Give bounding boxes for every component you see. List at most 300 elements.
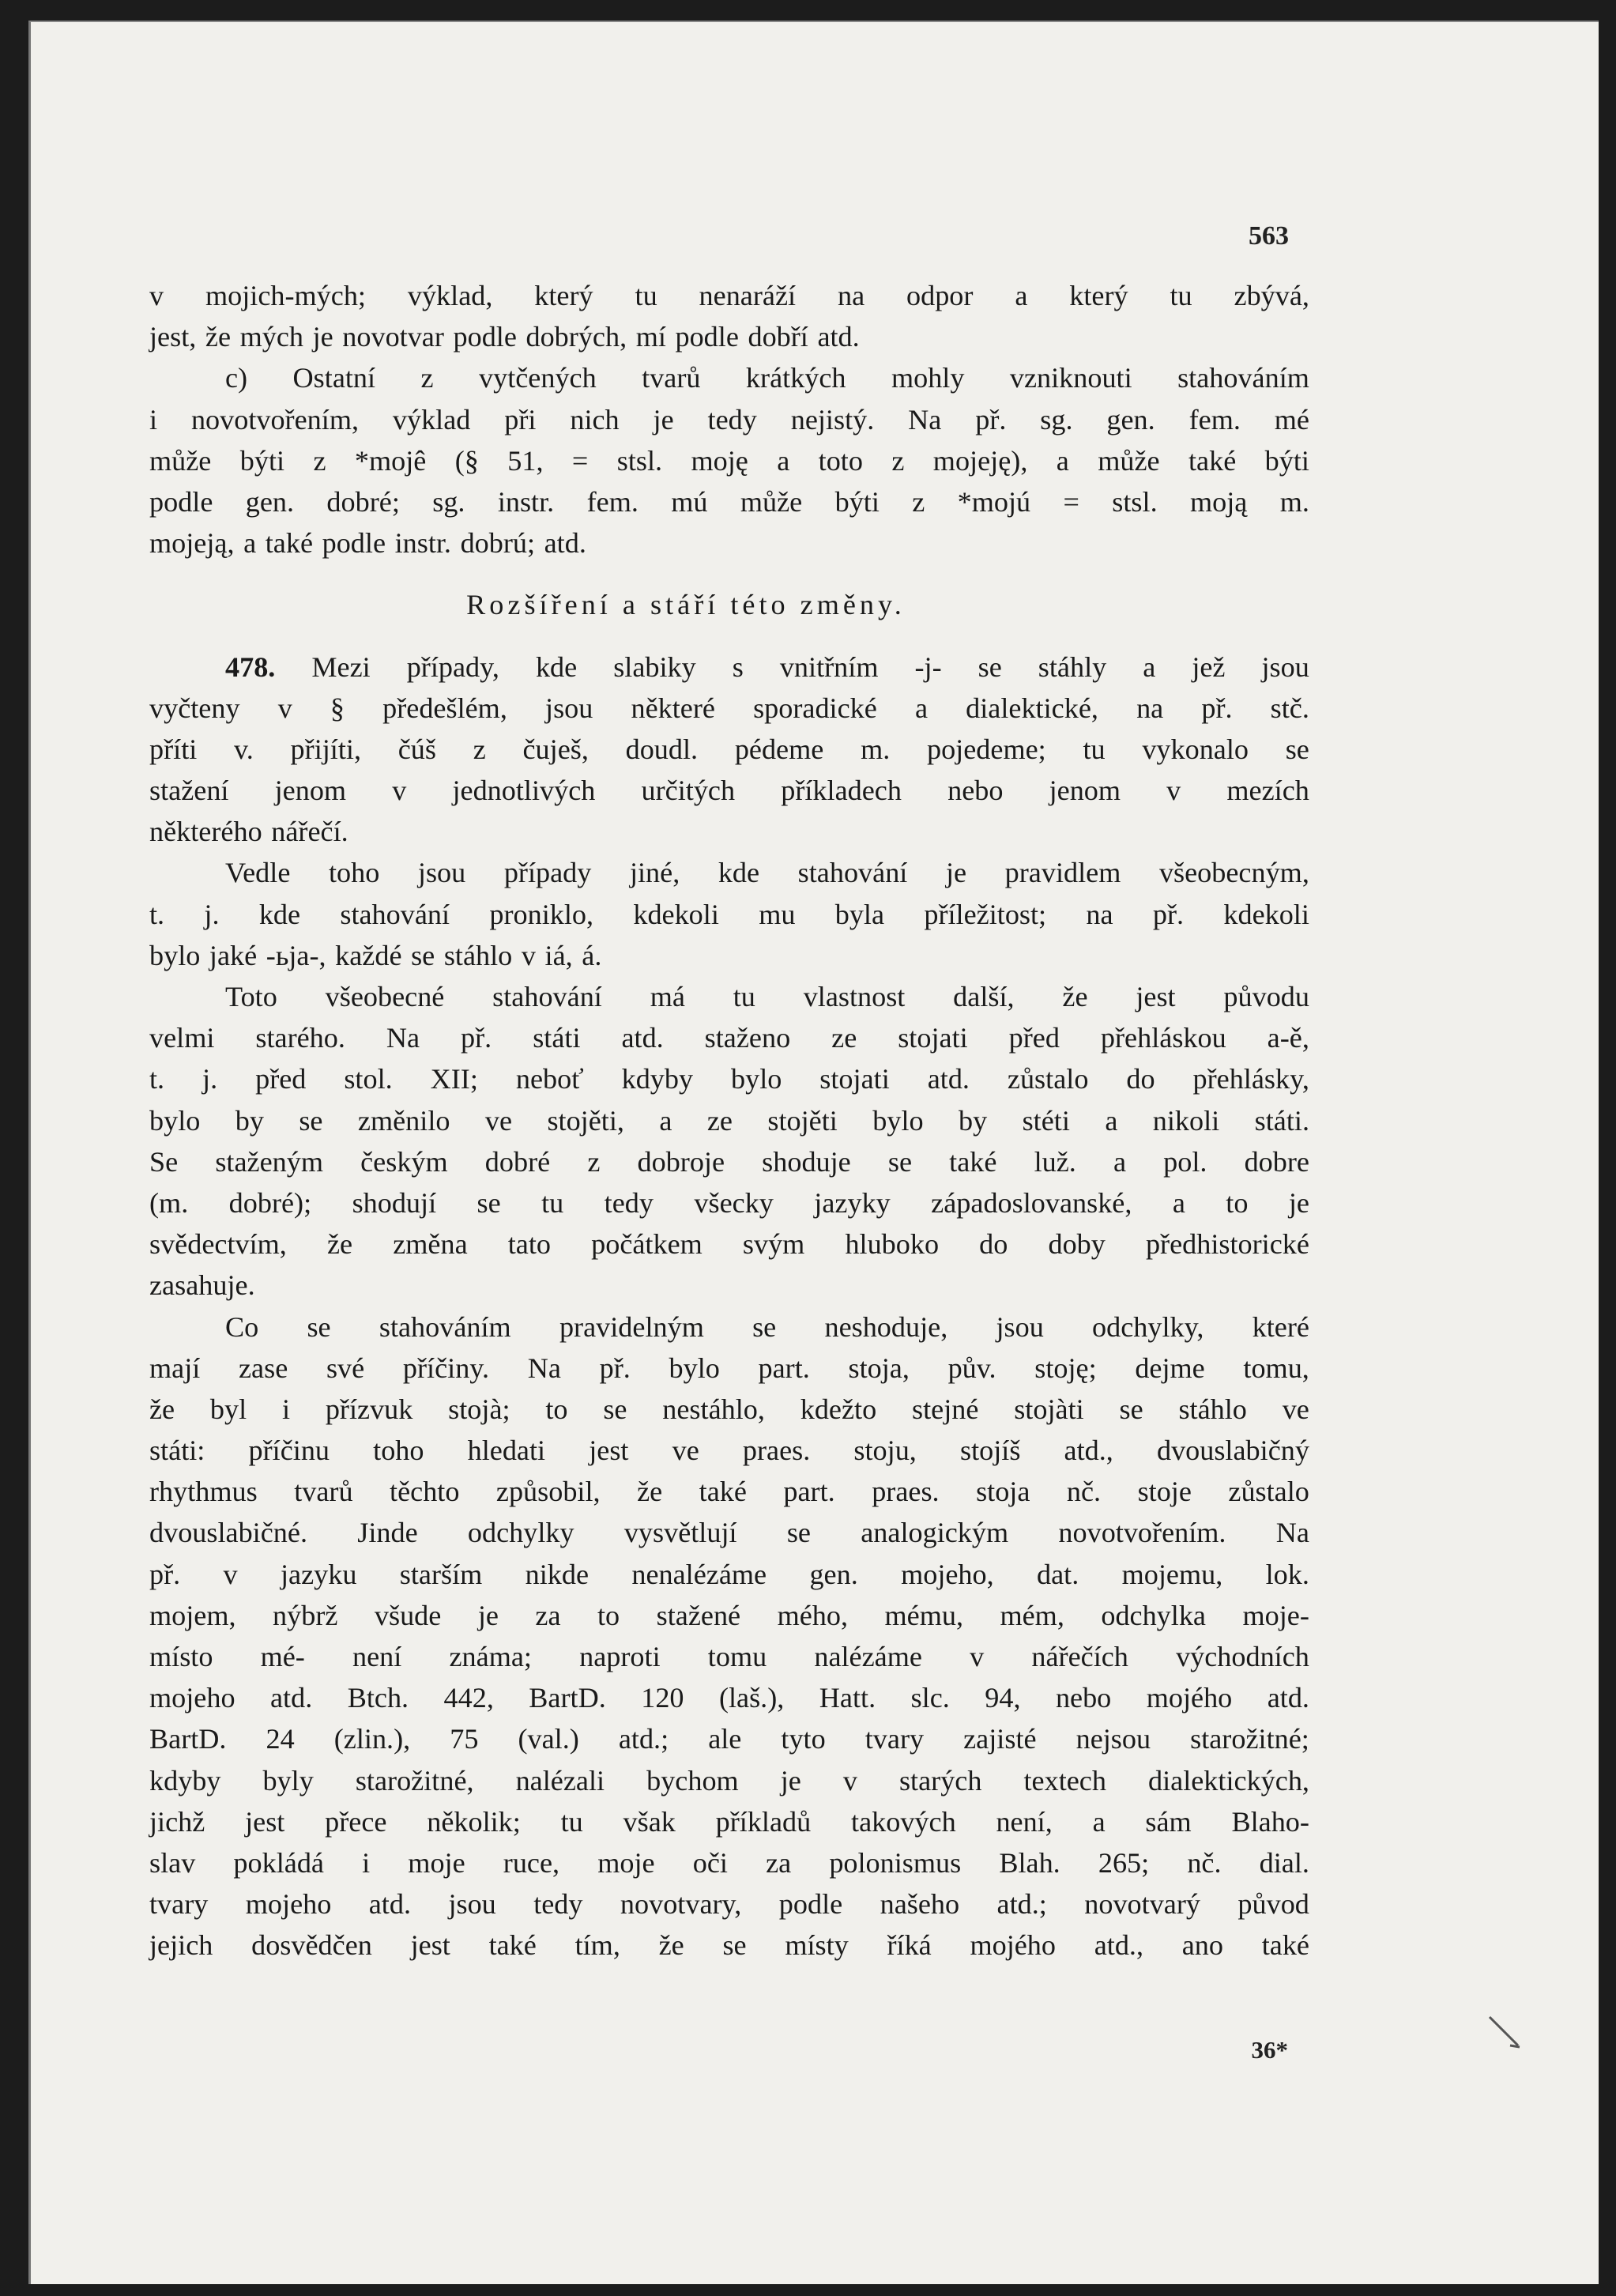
word: nebo (947, 775, 1004, 807)
word: kdyby (149, 1764, 221, 1796)
word: příčiny. (402, 1352, 490, 1384)
word: stáhlo (1178, 1393, 1247, 1425)
word: (zlin.), (333, 1723, 411, 1755)
word: na (837, 280, 865, 311)
word: v (223, 1558, 238, 1590)
word: mojeję), (932, 444, 1028, 477)
word: novotvořením. (1058, 1517, 1226, 1549)
word: tu (1083, 733, 1106, 765)
text-line (149, 1017, 1309, 1058)
word: vysvětlují (623, 1517, 737, 1549)
word: mojeją, (149, 527, 235, 560)
word: př. (461, 1022, 492, 1054)
word: z (473, 733, 486, 765)
word: stahování (492, 981, 602, 1012)
word: Blah. (999, 1846, 1060, 1879)
word: Na (1275, 1517, 1309, 1549)
text-line (149, 440, 1309, 481)
word: mých (239, 321, 303, 353)
text-line (149, 1718, 1309, 1759)
word: atd. (544, 527, 586, 560)
text-line (149, 1801, 1309, 1842)
text-line (149, 1471, 1309, 1512)
word: jednotlivých (452, 775, 596, 807)
word: sám (1145, 1805, 1192, 1838)
word: jež (1192, 650, 1226, 683)
word: také (1261, 1929, 1309, 1962)
word: bylo (872, 1104, 924, 1137)
word: dvouslabičný (1156, 1435, 1309, 1467)
word: stažení (149, 775, 229, 807)
word: původu (1223, 981, 1309, 1012)
word: oči (692, 1846, 728, 1879)
word: je (780, 1764, 801, 1796)
word: nestáhlo, (662, 1393, 765, 1425)
word: na (1086, 898, 1113, 930)
word: sporadické (753, 692, 877, 724)
word: se (307, 1310, 331, 1343)
text-line (149, 357, 1309, 398)
word: BartD. (529, 1682, 606, 1714)
word: jest (245, 1805, 285, 1838)
word: pokládá (233, 1846, 324, 1879)
word: z (587, 1145, 601, 1178)
word: jsou (417, 857, 466, 889)
word: novotvar (342, 321, 444, 353)
word: Vedle (225, 857, 291, 889)
word: všecky (694, 1186, 774, 1219)
word: gen. (245, 485, 295, 518)
word: se (477, 1186, 501, 1219)
word: atd.; (996, 1888, 1047, 1921)
word: stojati (819, 1063, 890, 1095)
word: stejné (912, 1393, 979, 1425)
word: bylo (149, 939, 201, 971)
word: zasahuje. (149, 1269, 255, 1302)
word: přehláskou (1100, 1022, 1226, 1054)
word: mého, (777, 1599, 849, 1631)
word: přízvuk (325, 1393, 413, 1425)
word: a (777, 444, 790, 477)
word: ze (831, 1022, 857, 1054)
word: jsou (545, 692, 593, 724)
word: za (766, 1846, 792, 1879)
word: odchylky, (1092, 1310, 1204, 1343)
word: při (504, 403, 537, 435)
word: moję (691, 444, 748, 477)
word: (laš.), (718, 1682, 785, 1714)
word: dobré (484, 1145, 551, 1178)
word: hledati (467, 1435, 546, 1467)
word: XII; (430, 1063, 478, 1095)
word: kde (258, 898, 301, 930)
word: tu (560, 1805, 583, 1838)
word: stahováním (379, 1310, 511, 1343)
word: byla (834, 898, 885, 930)
text-line (149, 1348, 1309, 1389)
word: počátkem (591, 1228, 703, 1261)
word: býti (834, 485, 880, 518)
word: své (326, 1352, 365, 1384)
word: atd. (817, 321, 860, 353)
word: tedy (707, 403, 757, 435)
word: mohly (891, 362, 965, 394)
word: zůstalo (1007, 1063, 1089, 1095)
word: do (1126, 1063, 1155, 1095)
word: 24 (266, 1723, 295, 1755)
text-line (149, 811, 1309, 852)
text-line (149, 1636, 1309, 1677)
text-line (149, 1512, 1309, 1553)
word: gen. (809, 1558, 858, 1590)
word: jiné, (629, 857, 680, 889)
word: tu (635, 280, 657, 311)
word: sg. (1040, 403, 1073, 435)
word: původ (1237, 1888, 1309, 1921)
text-line (149, 1430, 1309, 1471)
word: doudl. (625, 733, 699, 765)
word: v (521, 939, 536, 971)
text-line (149, 316, 1309, 357)
word: a (1113, 1145, 1127, 1178)
word: státi (533, 1022, 581, 1054)
word: státi: (149, 1435, 205, 1467)
word: mojeho (149, 1682, 235, 1714)
word: slc. (910, 1682, 950, 1714)
text-line (149, 275, 1309, 316)
word: všeobecné (325, 981, 445, 1012)
word: mému, (884, 1599, 963, 1631)
word: tomu, (1243, 1352, 1309, 1384)
word: toho (373, 1435, 424, 1467)
word: odchylka (1101, 1599, 1206, 1631)
word: př. (149, 1558, 181, 1590)
word: stč. (1270, 692, 1309, 724)
text-line (149, 1760, 1309, 1801)
word: odchylky (467, 1517, 574, 1549)
word: s (732, 650, 744, 683)
word: takových (851, 1805, 956, 1838)
word: nářečí. (271, 816, 348, 848)
word: jsou (1261, 650, 1309, 683)
word: mojich-mých; (205, 280, 366, 311)
word: jenom (1049, 775, 1121, 807)
word: stoja, (848, 1352, 910, 1384)
word: -j- (914, 650, 942, 683)
word: naproti (579, 1641, 661, 1672)
word: změnilo (357, 1104, 450, 1137)
word: stoje (1137, 1476, 1192, 1508)
word: moje- (1242, 1599, 1309, 1631)
word: neshoduje, (824, 1310, 948, 1343)
word: pravidlem (1004, 857, 1121, 889)
word: atd. (269, 1682, 313, 1714)
word: před (255, 1063, 307, 1095)
word: novotvary, (620, 1888, 742, 1921)
word: že (658, 1929, 684, 1962)
word: také (265, 527, 314, 560)
word: dobrých, (525, 321, 627, 353)
word: krátkých (745, 362, 846, 394)
text-line (149, 1925, 1309, 1966)
word: nýbrž (273, 1599, 338, 1631)
word: 75 (450, 1723, 479, 1755)
word: vnitřním (779, 650, 879, 683)
word: dobrú; (460, 527, 536, 560)
text-line (149, 1265, 1309, 1306)
word: za (535, 1599, 561, 1631)
word: jest (1136, 981, 1176, 1012)
word: tvarů (642, 362, 701, 394)
text-line (149, 935, 1309, 976)
word: příležitost; (924, 898, 1047, 930)
word: staženým (215, 1145, 323, 1178)
word: instr. (497, 485, 555, 518)
word: rhythmus (149, 1476, 258, 1508)
word: atd. (368, 1888, 412, 1921)
word: proniklo, (489, 898, 594, 930)
word: dvouslabičné. (149, 1517, 307, 1549)
word: a (659, 1104, 672, 1137)
word: jest (589, 1435, 629, 1467)
word: v (277, 692, 292, 724)
word: vlastnost (803, 981, 906, 1012)
word: se (722, 1929, 747, 1962)
word: mí (635, 321, 666, 353)
word: praes. (742, 1435, 811, 1467)
word: několik; (427, 1805, 521, 1838)
word: má (650, 981, 685, 1012)
word: západoslovanské, (931, 1186, 1132, 1219)
word: stojà; (448, 1393, 510, 1425)
word: jest (410, 1929, 450, 1962)
word: dobré); (228, 1186, 312, 1219)
word: lok. (1265, 1558, 1309, 1590)
word: a (1172, 1186, 1185, 1219)
word: = (1063, 485, 1079, 518)
word: může (1098, 444, 1160, 477)
word: 265; (1098, 1846, 1150, 1879)
word: stojěti (767, 1104, 838, 1137)
word: tato (507, 1228, 552, 1261)
word: mú (671, 485, 708, 518)
word: Jinde (357, 1517, 418, 1549)
word: určitých (641, 775, 736, 807)
word: j. (204, 898, 220, 930)
word: tyto (781, 1723, 826, 1755)
word: *mojú (957, 485, 1031, 518)
word: kdekoli (1223, 898, 1309, 930)
word: stéti (1022, 1104, 1070, 1137)
word: shodují (352, 1186, 437, 1219)
word: stahování (797, 857, 908, 889)
word: stáhly (1038, 650, 1107, 683)
word: stoju, (853, 1435, 917, 1467)
word: nikde (525, 1558, 590, 1590)
word: do (979, 1228, 1008, 1261)
word: změna (393, 1228, 468, 1261)
text-line (149, 481, 1309, 522)
word: ve (1282, 1393, 1309, 1425)
word: z (912, 485, 925, 518)
word: kde (718, 857, 760, 889)
word: v (1166, 775, 1181, 807)
word: a (1015, 280, 1028, 311)
signature-mark: 36* (1251, 2036, 1288, 2064)
word: mojemu, (1121, 1558, 1223, 1590)
word: -ьja-, (266, 939, 326, 971)
word: nebo (1055, 1682, 1112, 1714)
word: nč. (1187, 1846, 1222, 1879)
text-line (149, 1058, 1309, 1099)
word: stojati (898, 1022, 968, 1054)
word: pravidelným (559, 1310, 704, 1343)
word: mezích (1226, 775, 1309, 807)
word: toto (818, 444, 863, 477)
word: v (392, 775, 407, 807)
page-number: 563 (1249, 221, 1289, 251)
body-text (149, 275, 1309, 1966)
word: tu (1170, 280, 1192, 311)
word: býti (1264, 444, 1309, 477)
word: tu (733, 981, 755, 1012)
text-line (149, 522, 1309, 564)
text-line (149, 1883, 1309, 1925)
word: starého. (255, 1022, 345, 1054)
word: podle (675, 321, 739, 353)
word: všude (374, 1599, 442, 1631)
word: které (1252, 1310, 1309, 1343)
word: se (752, 1310, 777, 1343)
word: může (149, 444, 212, 477)
word: není, (996, 1805, 1053, 1838)
text-line (149, 688, 1309, 729)
word: čuješ, (522, 733, 589, 765)
word: příčinu (248, 1435, 330, 1467)
paragraph-478-start (149, 647, 1309, 688)
word: mém, (1000, 1599, 1064, 1631)
word: státi. (1254, 1104, 1309, 1137)
text-line (149, 770, 1309, 811)
word: jest, (149, 321, 197, 353)
word: nejsou (1075, 1723, 1151, 1755)
word: novotvořením, (190, 403, 360, 435)
word: dobré; (326, 485, 400, 518)
word: případy (503, 857, 592, 889)
text-line (149, 1842, 1309, 1883)
word: bychom (646, 1764, 739, 1796)
word: že (326, 1228, 353, 1261)
word: bylo (669, 1352, 720, 1384)
word: moje (408, 1846, 465, 1879)
word: tím, (574, 1929, 620, 1962)
word: stahováním (1177, 362, 1309, 394)
word: ve (484, 1104, 513, 1137)
word: a (243, 527, 257, 560)
word: vyčteny (149, 692, 240, 724)
word: atd. (1267, 1682, 1309, 1714)
word: který (534, 280, 593, 311)
word: a-ě, (1267, 1022, 1309, 1054)
word: t. (149, 898, 165, 930)
word: Btch. (347, 1682, 409, 1714)
word: by (235, 1104, 264, 1137)
word: předhistorické (1145, 1228, 1309, 1261)
pen-stroke-mark (1486, 2014, 1526, 2053)
word: c) (225, 362, 248, 394)
word: tvary (865, 1723, 925, 1755)
word: byly (262, 1764, 314, 1796)
text-line (149, 1182, 1309, 1223)
word: starším (399, 1558, 483, 1590)
word: Co (225, 1310, 259, 1343)
word: jazyky (814, 1186, 891, 1219)
word: slabiky (613, 650, 696, 683)
word: ano (1181, 1929, 1223, 1962)
word: nikoli (1152, 1104, 1220, 1137)
word: to (545, 1393, 568, 1425)
word: § (330, 692, 345, 724)
word: m. (861, 733, 891, 765)
word: také (1188, 444, 1237, 477)
word: 120 (641, 1682, 684, 1714)
text-line (149, 976, 1309, 1017)
word: tedy (604, 1186, 654, 1219)
word: že (1062, 981, 1088, 1012)
word: zajisté (963, 1723, 1037, 1755)
word: nalézali (515, 1764, 605, 1796)
word: těchto (390, 1476, 460, 1508)
word: také (949, 1145, 997, 1178)
word: i (149, 403, 158, 435)
word: staženo (704, 1022, 791, 1054)
word: se (786, 1517, 811, 1549)
text-line (149, 1554, 1309, 1595)
word: kdežto (800, 1393, 877, 1425)
word: (m. (149, 1186, 189, 1219)
word: dobre (1244, 1145, 1309, 1178)
word: atd. (927, 1063, 970, 1095)
text-line (149, 729, 1309, 770)
word: mu (759, 898, 796, 930)
word: Na (908, 403, 942, 435)
word: dejme (1135, 1352, 1205, 1384)
word: starožitné, (355, 1764, 474, 1796)
word: tvary (149, 1888, 209, 1921)
word: a (1092, 1805, 1106, 1838)
word: novotvarý (1084, 1888, 1200, 1921)
word: Mezi (311, 650, 371, 683)
word: některého (149, 816, 262, 848)
word: fem. (586, 485, 638, 518)
word: v (842, 1764, 857, 1796)
word: je (477, 1599, 499, 1631)
word: ve (672, 1435, 699, 1467)
word: sg. (432, 485, 465, 518)
word: BartD. (149, 1723, 227, 1755)
word: našeho (880, 1888, 960, 1921)
word: př. (1152, 898, 1185, 930)
word: stahování (340, 898, 450, 930)
word: kdekoli (633, 898, 719, 930)
word: tomu (707, 1641, 767, 1672)
word: a (1056, 444, 1069, 477)
word: př. (975, 403, 1007, 435)
word: nejistý. (790, 403, 875, 435)
word: moją (1189, 485, 1248, 518)
word: a (1143, 650, 1156, 683)
word: dosvědčen (251, 1929, 372, 1962)
